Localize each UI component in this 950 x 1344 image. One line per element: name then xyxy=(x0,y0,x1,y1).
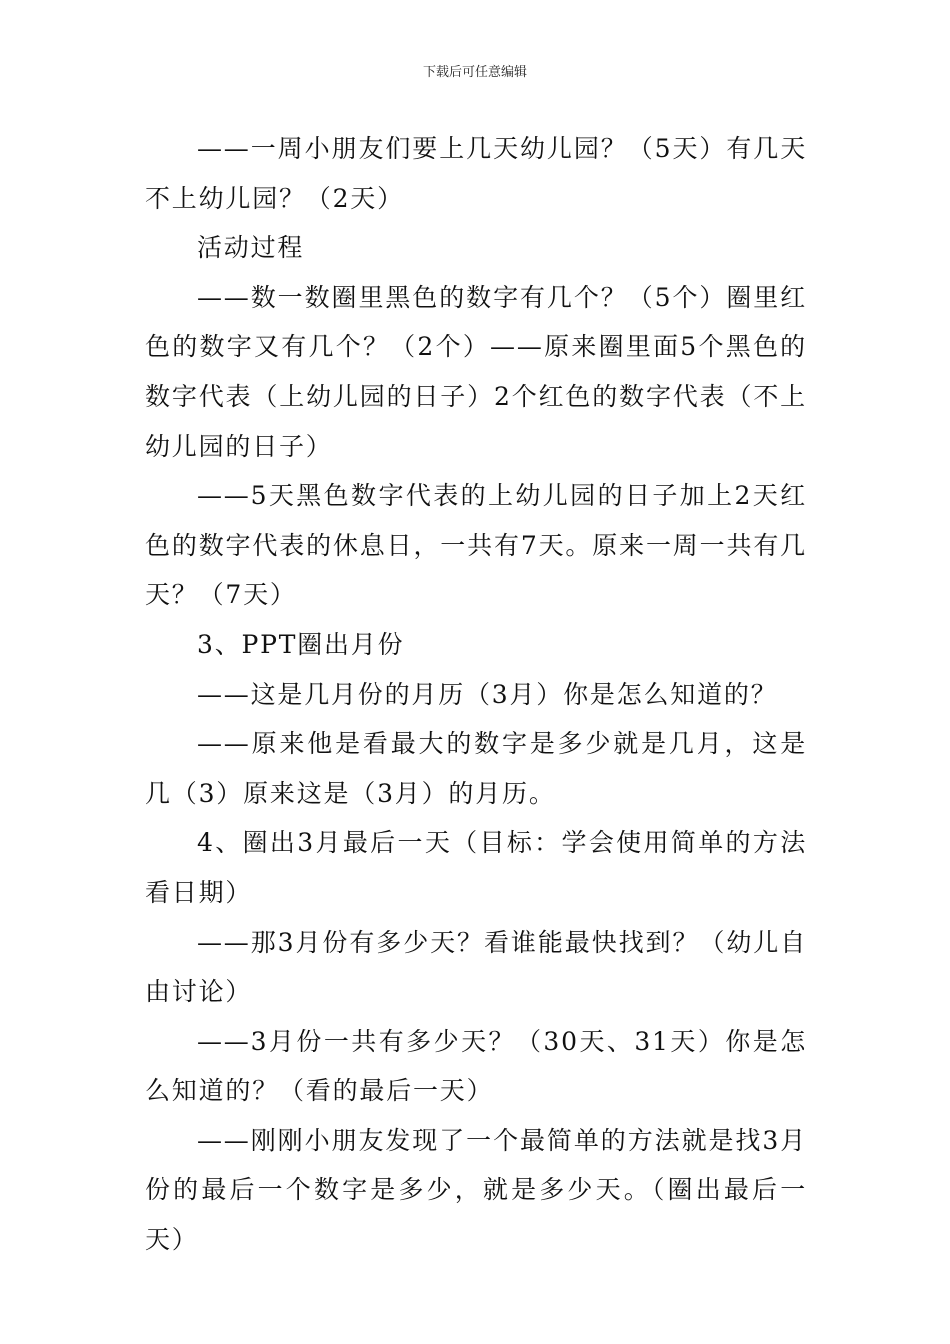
paragraph-3: ——数一数圈里黑色的数字有几个？（5个）圈里红色的数字又有几个？（2个）——原来圈里面5个黑色的数字代表（上幼儿园的日子）2个红色的数字代表（不上幼儿园的日子） xyxy=(145,282,807,461)
paragraph-7: ——原来他是看最大的数字是多少就是几月，这是几（3）原来这是（3月）的月历。 xyxy=(145,729,807,808)
paragraph-1: ——一周小朋友们要上几天幼儿园？（5天）有几天不上幼儿园？（2天） xyxy=(145,134,807,213)
paragraph-10: ——3月份一共有多少天？（30天、31天）你是怎么知道的？（看的最后一天） xyxy=(145,1026,807,1106)
paragraph-4: ——5天黑色数字代表的上幼儿园的日子加上2天红色的数字代表的休息日，一共有7天。原来一周一共有几天？（7天） xyxy=(145,481,807,610)
paragraph-2: 活动过程 xyxy=(197,233,305,263)
paragraph-11: ——刚刚小朋友发现了一个最简单的方法就是找3月份的最后一个数字是多少，就是多少天。（圈出最后一天） xyxy=(145,1125,807,1255)
paragraph-8: 4、圈出3月最后一天（目标：学会使用简单的方法看日期） xyxy=(145,828,807,907)
paragraph-5: 3、PPT圈出月份 xyxy=(197,629,405,659)
paragraph-6: ——这是几月份的月历（3月）你是怎么知道的？ xyxy=(197,679,778,709)
page-header: 下载后可任意编辑 xyxy=(422,65,527,80)
paragraph-9: ——那3月份有多少天？看谁能最快找到？（幼儿自由讨论） xyxy=(145,927,807,1007)
document-body xyxy=(145,124,807,1265)
